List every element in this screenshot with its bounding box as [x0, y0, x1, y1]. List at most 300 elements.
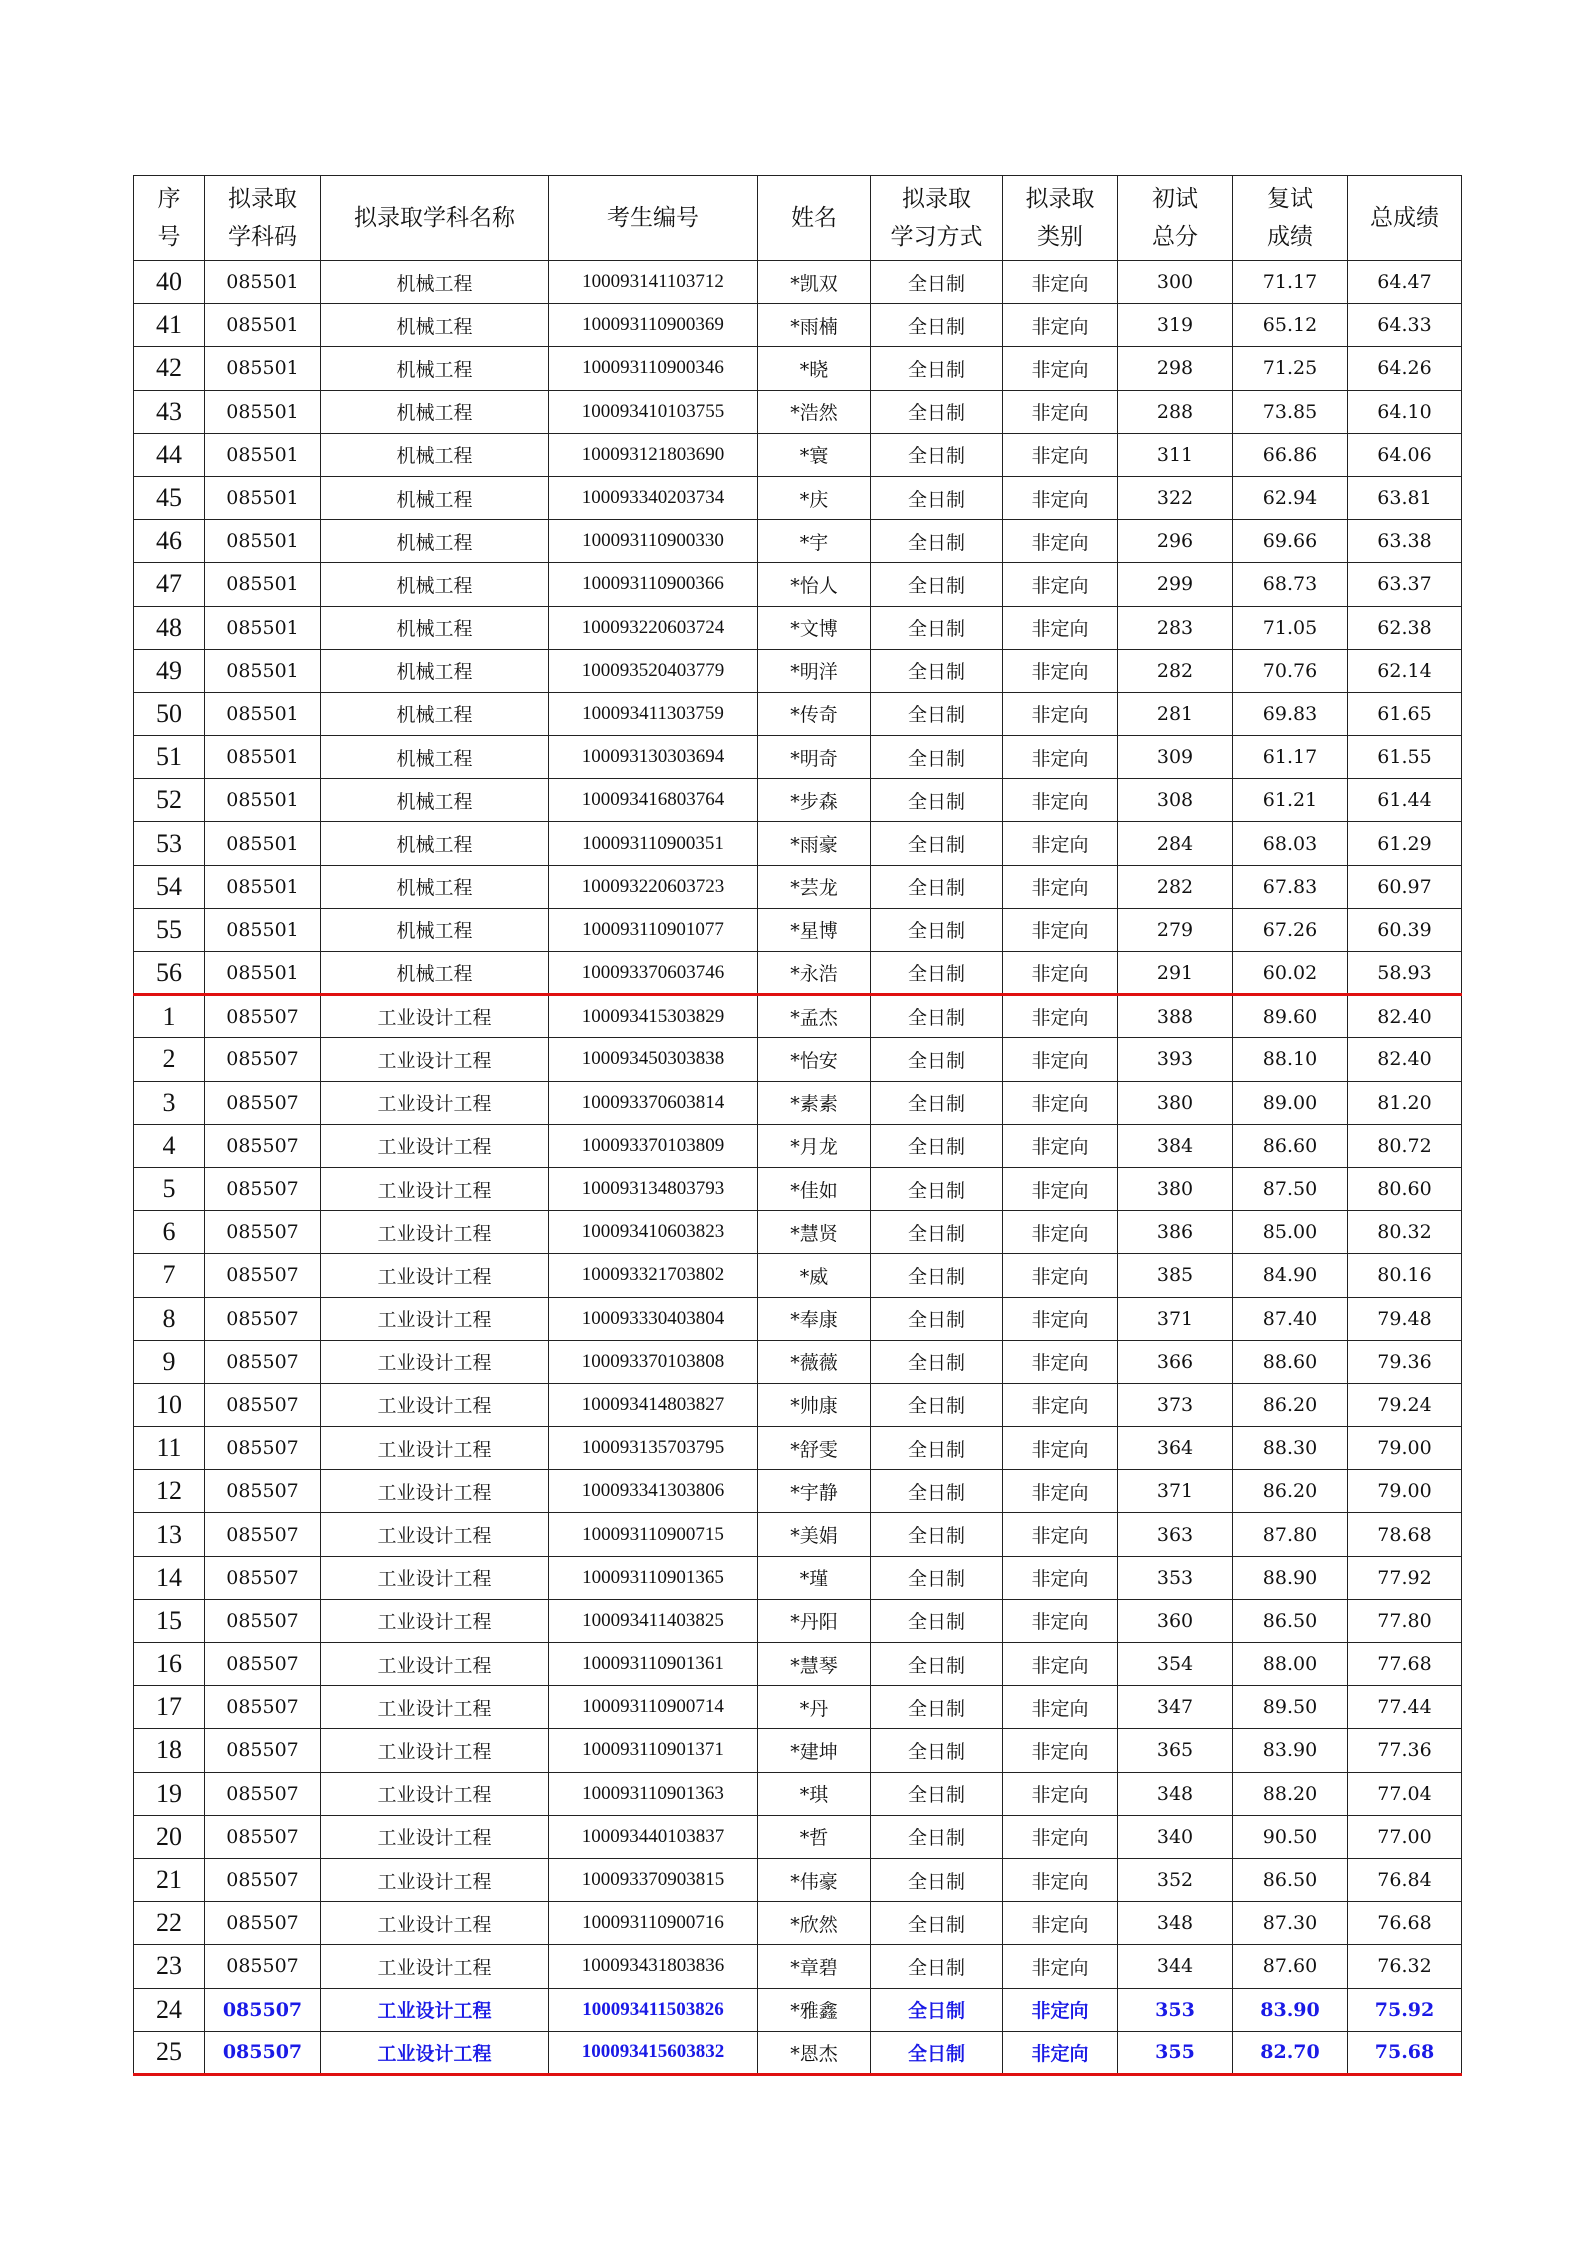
cell-num: 15: [134, 1599, 205, 1642]
cell-type: 非定向: [1003, 1124, 1118, 1167]
cell-type: 非定向: [1003, 1599, 1118, 1642]
cell-score: 322: [1118, 476, 1233, 519]
cell-major: 工业设计工程: [321, 1643, 549, 1686]
cell-id: 100093370903815: [549, 1858, 758, 1901]
header-cell: [1233, 176, 1348, 261]
cell-major: 工业设计工程: [321, 1211, 549, 1254]
cell-id: 100093134803793: [549, 1167, 758, 1210]
cell-total: 80.16: [1348, 1254, 1462, 1297]
cell-score: 373: [1118, 1383, 1233, 1426]
cell-id: 100093130303694: [549, 736, 758, 779]
cell-num: 44: [134, 433, 205, 476]
cell-code: 085501: [205, 520, 321, 563]
cell-major: 工业设计工程: [321, 1470, 549, 1513]
cell-num: 48: [134, 606, 205, 649]
cell-code: 085507: [205, 1383, 321, 1426]
header-cell: [1118, 176, 1233, 261]
cell-code: 085507: [205, 1297, 321, 1340]
cell-code: 085501: [205, 390, 321, 433]
cell-type: 非定向: [1003, 908, 1118, 951]
cell-code: 085501: [205, 736, 321, 779]
table-row: [134, 563, 1462, 606]
cell-num: 3: [134, 1081, 205, 1124]
header-label: 拟录取: [228, 186, 297, 212]
cell-score: 353: [1118, 1988, 1233, 2031]
cell-code: 085501: [205, 779, 321, 822]
cell-num: 6: [134, 1211, 205, 1254]
cell-retest: 88.00: [1233, 1643, 1348, 1686]
cell-score: 363: [1118, 1513, 1233, 1556]
cell-id: 100093220603723: [549, 865, 758, 908]
table-row: [134, 1945, 1462, 1988]
header-label: 姓名: [791, 205, 837, 231]
cell-mode: 全日制: [871, 1383, 1003, 1426]
cell-name: *浩然: [758, 390, 871, 433]
cell-name: *雨楠: [758, 304, 871, 347]
cell-total: 77.68: [1348, 1643, 1462, 1686]
cell-retest: 68.03: [1233, 822, 1348, 865]
cell-total: 76.32: [1348, 1945, 1462, 1988]
cell-code: 085507: [205, 1945, 321, 1988]
cell-id: 100093141103712: [549, 261, 758, 304]
cell-major: 工业设计工程: [321, 1297, 549, 1340]
cell-num: 49: [134, 649, 205, 692]
cell-code: 085507: [205, 2031, 321, 2074]
cell-name: *雨豪: [758, 822, 871, 865]
cell-name: *明洋: [758, 649, 871, 692]
cell-major: 机械工程: [321, 952, 549, 995]
cell-retest: 88.60: [1233, 1340, 1348, 1383]
cell-name: *素素: [758, 1081, 871, 1124]
cell-score: 353: [1118, 1556, 1233, 1599]
cell-total: 79.00: [1348, 1470, 1462, 1513]
cell-code: 085501: [205, 865, 321, 908]
cell-retest: 86.50: [1233, 1599, 1348, 1642]
cell-id: 100093440103837: [549, 1815, 758, 1858]
cell-name: *宇: [758, 520, 871, 563]
cell-name: *恩杰: [758, 2031, 871, 2074]
cell-num: 22: [134, 1902, 205, 1945]
cell-num: 19: [134, 1772, 205, 1815]
cell-major: 机械工程: [321, 649, 549, 692]
cell-name: *佳如: [758, 1167, 871, 1210]
cell-type: 非定向: [1003, 261, 1118, 304]
cell-retest: 61.17: [1233, 736, 1348, 779]
cell-name: *伟豪: [758, 1858, 871, 1901]
cell-retest: 89.60: [1233, 995, 1348, 1038]
header-cell: [321, 176, 549, 261]
table-row: [134, 1340, 1462, 1383]
header-row: [134, 176, 1462, 261]
cell-mode: 全日制: [871, 1124, 1003, 1167]
cell-total: 60.97: [1348, 865, 1462, 908]
cell-num: 1: [134, 995, 205, 1038]
cell-code: 085507: [205, 1858, 321, 1901]
cell-retest: 70.76: [1233, 649, 1348, 692]
cell-score: 348: [1118, 1772, 1233, 1815]
cell-code: 085501: [205, 261, 321, 304]
cell-mode: 全日制: [871, 606, 1003, 649]
header-label: 序: [157, 186, 181, 212]
cell-mode: 全日制: [871, 822, 1003, 865]
cell-num: 23: [134, 1945, 205, 1988]
cell-score: 360: [1118, 1599, 1233, 1642]
cell-retest: 87.50: [1233, 1167, 1348, 1210]
cell-code: 085507: [205, 1599, 321, 1642]
cell-id: 100093370603814: [549, 1081, 758, 1124]
cell-retest: 65.12: [1233, 304, 1348, 347]
header-label: 初试: [1152, 186, 1198, 212]
cell-total: 75.92: [1348, 1988, 1462, 2031]
header-cell: [871, 176, 1003, 261]
table-row: [134, 1772, 1462, 1815]
cell-retest: 86.20: [1233, 1470, 1348, 1513]
table-row: [134, 1643, 1462, 1686]
cell-total: 64.06: [1348, 433, 1462, 476]
cell-name: *凯双: [758, 261, 871, 304]
cell-retest: 90.50: [1233, 1815, 1348, 1858]
cell-total: 79.00: [1348, 1427, 1462, 1470]
cell-type: 非定向: [1003, 1858, 1118, 1901]
cell-total: 58.93: [1348, 952, 1462, 995]
cell-mode: 全日制: [871, 1945, 1003, 1988]
cell-num: 4: [134, 1124, 205, 1167]
cell-major: 工业设计工程: [321, 1815, 549, 1858]
cell-major: 工业设计工程: [321, 1081, 549, 1124]
cell-total: 64.47: [1348, 261, 1462, 304]
header-label: 拟录取: [1025, 186, 1095, 212]
cell-major: 机械工程: [321, 476, 549, 519]
cell-retest: 67.83: [1233, 865, 1348, 908]
table-row: [134, 1988, 1462, 2031]
cell-type: 非定向: [1003, 1945, 1118, 1988]
cell-type: 非定向: [1003, 1815, 1118, 1858]
cell-code: 085501: [205, 347, 321, 390]
cell-score: 300: [1118, 261, 1233, 304]
cell-id: 100093411303759: [549, 692, 758, 735]
cell-name: *步森: [758, 779, 871, 822]
cell-retest: 68.73: [1233, 563, 1348, 606]
cell-code: 085507: [205, 1815, 321, 1858]
cell-retest: 88.30: [1233, 1427, 1348, 1470]
cell-mode: 全日制: [871, 1297, 1003, 1340]
cell-code: 085507: [205, 1081, 321, 1124]
table-row: [134, 649, 1462, 692]
cell-major: 机械工程: [321, 736, 549, 779]
cell-retest: 85.00: [1233, 1211, 1348, 1254]
table-row: [134, 347, 1462, 390]
cell-id: 100093110900366: [549, 563, 758, 606]
cell-num: 51: [134, 736, 205, 779]
table-row: [134, 1254, 1462, 1297]
cell-name: *帅康: [758, 1383, 871, 1426]
cell-name: *明奇: [758, 736, 871, 779]
cell-num: 13: [134, 1513, 205, 1556]
cell-type: 非定向: [1003, 1340, 1118, 1383]
cell-type: 非定向: [1003, 606, 1118, 649]
cell-retest: 69.83: [1233, 692, 1348, 735]
cell-total: 75.68: [1348, 2031, 1462, 2074]
cell-total: 63.37: [1348, 563, 1462, 606]
cell-total: 78.68: [1348, 1513, 1462, 1556]
cell-total: 61.44: [1348, 779, 1462, 822]
cell-total: 63.38: [1348, 520, 1462, 563]
cell-code: 085507: [205, 1340, 321, 1383]
cell-num: 18: [134, 1729, 205, 1772]
cell-name: *孟杰: [758, 995, 871, 1038]
cell-major: 机械工程: [321, 304, 549, 347]
cell-name: *琪: [758, 1772, 871, 1815]
cell-retest: 84.90: [1233, 1254, 1348, 1297]
cell-score: 282: [1118, 865, 1233, 908]
cell-score: 281: [1118, 692, 1233, 735]
cell-id: 100093410603823: [549, 1211, 758, 1254]
cell-total: 80.32: [1348, 1211, 1462, 1254]
cell-retest: 66.86: [1233, 433, 1348, 476]
cell-id: 100093220603724: [549, 606, 758, 649]
table-row: [134, 952, 1462, 995]
cell-code: 085507: [205, 1643, 321, 1686]
cell-retest: 87.40: [1233, 1297, 1348, 1340]
cell-type: 非定向: [1003, 347, 1118, 390]
cell-id: 100093110901371: [549, 1729, 758, 1772]
table-row: [134, 1211, 1462, 1254]
cell-id: 100093110900330: [549, 520, 758, 563]
cell-type: 非定向: [1003, 1772, 1118, 1815]
cell-num: 20: [134, 1815, 205, 1858]
cell-type: 非定向: [1003, 1686, 1118, 1729]
cell-mode: 全日制: [871, 1211, 1003, 1254]
header-cell: [1348, 176, 1462, 261]
cell-total: 60.39: [1348, 908, 1462, 951]
cell-type: 非定向: [1003, 476, 1118, 519]
cell-total: 63.81: [1348, 476, 1462, 519]
cell-code: 085501: [205, 304, 321, 347]
cell-retest: 87.30: [1233, 1902, 1348, 1945]
cell-retest: 82.70: [1233, 2031, 1348, 2074]
cell-id: 100093410103755: [549, 390, 758, 433]
header-cell: [1003, 176, 1118, 261]
cell-score: 365: [1118, 1729, 1233, 1772]
table-row: [134, 433, 1462, 476]
cell-major: 工业设计工程: [321, 1858, 549, 1901]
cell-score: 388: [1118, 995, 1233, 1038]
cell-mode: 全日制: [871, 779, 1003, 822]
cell-retest: 86.20: [1233, 1383, 1348, 1426]
cell-mode: 全日制: [871, 1772, 1003, 1815]
cell-retest: 88.10: [1233, 1038, 1348, 1081]
cell-id: 100093110901361: [549, 1643, 758, 1686]
header-cell: [134, 176, 205, 261]
cell-type: 非定向: [1003, 1038, 1118, 1081]
cell-total: 76.84: [1348, 1858, 1462, 1901]
cell-id: 100093110900716: [549, 1902, 758, 1945]
cell-mode: 全日制: [871, 1340, 1003, 1383]
header-cell: [205, 176, 321, 261]
cell-total: 61.55: [1348, 736, 1462, 779]
cell-retest: 89.00: [1233, 1081, 1348, 1124]
cell-id: 100093520403779: [549, 649, 758, 692]
table-row: [134, 1383, 1462, 1426]
table-row: [134, 1038, 1462, 1081]
cell-major: 机械工程: [321, 563, 549, 606]
cell-score: 296: [1118, 520, 1233, 563]
cell-type: 非定向: [1003, 1643, 1118, 1686]
cell-type: 非定向: [1003, 1297, 1118, 1340]
cell-id: 100093341303806: [549, 1470, 758, 1513]
cell-retest: 83.90: [1233, 1988, 1348, 2031]
cell-id: 100093340203734: [549, 476, 758, 519]
cell-type: 非定向: [1003, 736, 1118, 779]
cell-id: 100093110900351: [549, 822, 758, 865]
cell-major: 机械工程: [321, 606, 549, 649]
cell-type: 非定向: [1003, 995, 1118, 1038]
cell-total: 79.36: [1348, 1340, 1462, 1383]
table-row: [134, 261, 1462, 304]
cell-type: 非定向: [1003, 1081, 1118, 1124]
cell-name: *建坤: [758, 1729, 871, 1772]
cell-score: 380: [1118, 1167, 1233, 1210]
cell-score: 354: [1118, 1643, 1233, 1686]
cell-type: 非定向: [1003, 304, 1118, 347]
cell-code: 085507: [205, 1686, 321, 1729]
cell-code: 085507: [205, 1211, 321, 1254]
cell-code: 085507: [205, 1038, 321, 1081]
table-row: [134, 1729, 1462, 1772]
cell-id: 100093110900715: [549, 1513, 758, 1556]
cell-num: 9: [134, 1340, 205, 1383]
cell-major: 机械工程: [321, 822, 549, 865]
cell-num: 52: [134, 779, 205, 822]
cell-major: 工业设计工程: [321, 1254, 549, 1297]
table-row: [134, 520, 1462, 563]
header-label: 学习方式: [890, 224, 983, 250]
cell-code: 085501: [205, 606, 321, 649]
cell-name: *宇静: [758, 1470, 871, 1513]
cell-name: *传奇: [758, 692, 871, 735]
cell-code: 085501: [205, 476, 321, 519]
cell-total: 64.10: [1348, 390, 1462, 433]
cell-name: *星博: [758, 908, 871, 951]
cell-num: 50: [134, 692, 205, 735]
cell-type: 非定向: [1003, 390, 1118, 433]
cell-name: *永浩: [758, 952, 871, 995]
cell-code: 085507: [205, 1729, 321, 1772]
cell-mode: 全日制: [871, 1902, 1003, 1945]
admission-table: [133, 175, 1462, 2076]
cell-id: 100093411503826: [549, 1988, 758, 2031]
cell-score: 299: [1118, 563, 1233, 606]
cell-score: 340: [1118, 1815, 1233, 1858]
table-row: [134, 1470, 1462, 1513]
cell-mode: 全日制: [871, 563, 1003, 606]
cell-code: 085501: [205, 649, 321, 692]
cell-num: 53: [134, 822, 205, 865]
cell-retest: 86.60: [1233, 1124, 1348, 1167]
cell-score: 344: [1118, 1945, 1233, 1988]
cell-major: 工业设计工程: [321, 1340, 549, 1383]
cell-retest: 71.05: [1233, 606, 1348, 649]
cell-type: 非定向: [1003, 779, 1118, 822]
cell-major: 工业设计工程: [321, 1427, 549, 1470]
cell-id: 100093110900714: [549, 1686, 758, 1729]
cell-num: 55: [134, 908, 205, 951]
header-label: 考生编号: [607, 205, 699, 231]
cell-mode: 全日制: [871, 347, 1003, 390]
cell-mode: 全日制: [871, 1858, 1003, 1901]
cell-mode: 全日制: [871, 390, 1003, 433]
cell-major: 机械工程: [321, 390, 549, 433]
cell-name: *怡人: [758, 563, 871, 606]
cell-major: 机械工程: [321, 779, 549, 822]
cell-name: *舒雯: [758, 1427, 871, 1470]
cell-code: 085507: [205, 1772, 321, 1815]
cell-total: 80.72: [1348, 1124, 1462, 1167]
cell-num: 40: [134, 261, 205, 304]
cell-total: 77.92: [1348, 1556, 1462, 1599]
cell-score: 366: [1118, 1340, 1233, 1383]
header-label: 复试: [1267, 186, 1313, 212]
cell-id: 100093415603832: [549, 2031, 758, 2074]
cell-retest: 67.26: [1233, 908, 1348, 951]
header-label: 拟录取学科名称: [354, 205, 515, 231]
cell-code: 085507: [205, 1470, 321, 1513]
cell-score: 380: [1118, 1081, 1233, 1124]
cell-code: 085507: [205, 1513, 321, 1556]
cell-num: 5: [134, 1167, 205, 1210]
cell-score: 279: [1118, 908, 1233, 951]
cell-total: 61.65: [1348, 692, 1462, 735]
cell-type: 非定向: [1003, 1427, 1118, 1470]
cell-retest: 88.20: [1233, 1772, 1348, 1815]
table-row: [134, 995, 1462, 1038]
cell-mode: 全日制: [871, 261, 1003, 304]
cell-major: 工业设计工程: [321, 1945, 549, 1988]
cell-retest: 60.02: [1233, 952, 1348, 995]
cell-type: 非定向: [1003, 433, 1118, 476]
cell-total: 62.14: [1348, 649, 1462, 692]
cell-mode: 全日制: [871, 1254, 1003, 1297]
cell-name: *怡安: [758, 1038, 871, 1081]
cell-major: 工业设计工程: [321, 1383, 549, 1426]
table-row: [134, 865, 1462, 908]
cell-name: *雅鑫: [758, 1988, 871, 2031]
table-header: [134, 176, 1462, 261]
cell-mode: 全日制: [871, 1599, 1003, 1642]
cell-total: 61.29: [1348, 822, 1462, 865]
cell-total: 77.00: [1348, 1815, 1462, 1858]
cell-major: 工业设计工程: [321, 1686, 549, 1729]
table-row: [134, 736, 1462, 779]
cell-score: 364: [1118, 1427, 1233, 1470]
cell-name: *丹: [758, 1686, 871, 1729]
cell-id: 100093121803690: [549, 433, 758, 476]
cell-num: 14: [134, 1556, 205, 1599]
cell-retest: 73.85: [1233, 390, 1348, 433]
cell-score: 308: [1118, 779, 1233, 822]
cell-major: 工业设计工程: [321, 1988, 549, 2031]
table-row: [134, 2031, 1462, 2074]
cell-type: 非定向: [1003, 822, 1118, 865]
cell-type: 非定向: [1003, 1988, 1118, 2031]
table-row: [134, 1902, 1462, 1945]
cell-total: 64.26: [1348, 347, 1462, 390]
cell-score: 309: [1118, 736, 1233, 779]
cell-type: 非定向: [1003, 1513, 1118, 1556]
cell-num: 56: [134, 952, 205, 995]
table-row: [134, 1427, 1462, 1470]
cell-major: 工业设计工程: [321, 1513, 549, 1556]
